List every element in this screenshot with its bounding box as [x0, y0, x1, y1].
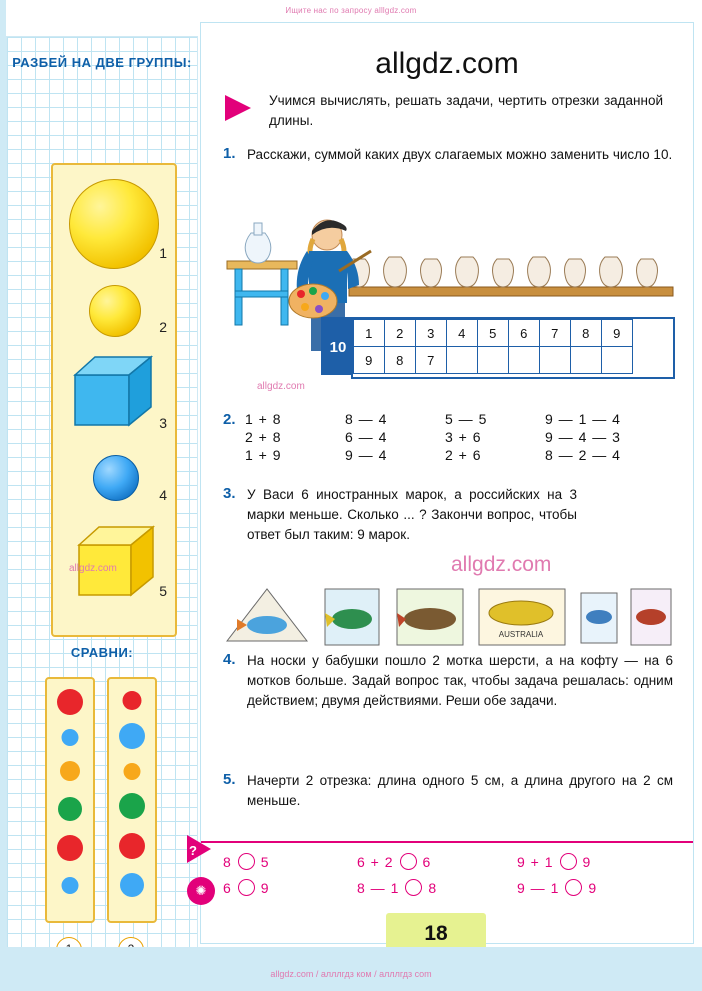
task-5-text: Начерти 2 отрезка: длина одного 5 см, а длина другого на 2 см меньше.	[247, 773, 673, 808]
table-bottom-cell	[570, 346, 602, 374]
page-number: 18	[424, 922, 448, 945]
compare-card-2	[107, 677, 157, 923]
task-1-text: Расскажи, суммой каких двух слагаемых можно заменить число 10.	[247, 147, 673, 162]
compare-right: 6	[422, 854, 432, 870]
compare-ring[interactable]	[565, 879, 582, 896]
shape-number-5: 5	[159, 583, 167, 599]
intro-text: Учимся вычислять, решать задачи, чертить отрезки заданной длины.	[269, 93, 663, 128]
stamps-row	[221, 583, 677, 649]
task-2-expressions	[245, 411, 675, 465]
compare-left: 9 — 1	[517, 880, 560, 896]
task-3-text: У Васи 6 иностранных марок, а российских на 3 марки меньше. Сколько ... ? Закончи вопрос, чтобы ответ был таким: 9 марок.	[247, 487, 577, 542]
table-top-cell: 7	[539, 319, 571, 347]
compare-left: 8	[223, 854, 232, 870]
expression: 6 — 4	[345, 429, 388, 445]
expression: 9 — 4	[345, 447, 388, 463]
expression: 8 — 2 — 4	[545, 447, 621, 463]
shape-number-3: 3	[159, 415, 167, 431]
compare-ring[interactable]	[560, 853, 577, 870]
table-top-cell: 4	[446, 319, 478, 347]
compare-ring[interactable]	[400, 853, 417, 870]
compare-right: 9	[260, 880, 270, 896]
bottom-watermark: allgdz.com / алллгдз ком / алллгдз com	[270, 969, 432, 979]
compare-left: 9 + 1	[517, 854, 554, 870]
task-3-number: 3.	[223, 485, 236, 502]
top-watermark: Ищите нас по запросу alllgdz.com	[285, 6, 417, 15]
ten-number-box: 10	[321, 317, 355, 375]
compare-ring[interactable]	[405, 879, 422, 896]
shape-number-1: 1	[159, 245, 167, 261]
blue-cube	[71, 351, 157, 431]
table-top-cell: 2	[384, 319, 416, 347]
left-heading-compare: СРАВНИ:	[70, 645, 134, 660]
expression: 1 + 8	[245, 411, 282, 427]
table-bottom-cell: 7	[415, 346, 447, 374]
table-top-cell: 6	[508, 319, 540, 347]
table-top-cell: 1	[353, 319, 385, 347]
stamps-watermark: allgdz.com	[451, 553, 552, 576]
svg-text:AUSTRALIA: AUSTRALIA	[498, 630, 544, 639]
shape-number-4: 4	[159, 487, 167, 503]
table-top-cell: 5	[477, 319, 509, 347]
task-1-number: 1.	[223, 145, 236, 162]
task-5-number: 5.	[223, 771, 236, 788]
left-grid-column	[6, 36, 198, 953]
compare-right: 9	[582, 854, 592, 870]
expression: 9 — 1 — 4	[545, 411, 621, 427]
table-top-cell: 9	[601, 319, 633, 347]
medium-yellow-sphere	[89, 285, 141, 337]
compare-ring[interactable]	[238, 879, 255, 896]
compare-left: 8 — 1	[357, 880, 400, 896]
table-bottom-cell	[446, 346, 478, 374]
compare-right: 9	[588, 880, 598, 896]
expression: 2 + 6	[445, 447, 482, 463]
compare-right: 8	[428, 880, 438, 896]
compare-left: 6 + 2	[357, 854, 394, 870]
table-bottom-cell	[539, 346, 571, 374]
shape-number-2: 2	[159, 319, 167, 335]
task-4-text: На носки у бабушки пошло 2 мотка шерсти, а на кофту — на 6 мотков больше. Задай вопрос так, чтобы задача решалась: одним действием; двумя действиями. Реши обе задачи.	[247, 653, 673, 708]
left-card-watermark: allgdz.com	[69, 563, 117, 574]
compare-bottom-strip	[201, 841, 693, 911]
question-mark-label: ?	[189, 843, 197, 858]
task-4-number: 4.	[223, 651, 236, 668]
table-bottom-cell: 8	[384, 346, 416, 374]
table-bottom-cell	[601, 346, 633, 374]
compare-right: 5	[260, 854, 270, 870]
expression: 1 + 9	[245, 447, 282, 463]
pink-triangle-icon	[225, 95, 251, 121]
table-bottom-cell: 9	[353, 346, 385, 374]
expression: 9 — 4 — 3	[545, 429, 621, 445]
compare-card-1	[45, 677, 95, 923]
table-bottom-cell	[508, 346, 540, 374]
table-top-cell: 3	[415, 319, 447, 347]
compare-ring[interactable]	[238, 853, 255, 870]
number-table	[351, 317, 675, 379]
potter-illustration	[221, 199, 677, 399]
page-title: allgdz.com	[375, 47, 519, 80]
task-2-number: 2.	[223, 411, 236, 428]
main-content-panel	[189, 22, 694, 945]
yellow-cube	[75, 521, 159, 601]
shapes-card	[51, 163, 177, 637]
expression: 8 — 4	[345, 411, 388, 427]
table-top-cell: 8	[570, 319, 602, 347]
compare-left: 6	[223, 880, 232, 896]
large-yellow-sphere	[69, 179, 159, 269]
expression: 3 + 6	[445, 429, 482, 445]
left-heading-group: РАЗБЕЙ НА ДВЕ ГРУППЫ:	[12, 55, 192, 70]
small-blue-sphere	[93, 455, 139, 501]
flower-icon: ✺	[187, 877, 215, 905]
expression: 2 + 8	[245, 429, 282, 445]
table-bottom-cell	[477, 346, 509, 374]
expression: 5 — 5	[445, 411, 488, 427]
illustration-watermark: allgdz.com	[257, 381, 305, 392]
